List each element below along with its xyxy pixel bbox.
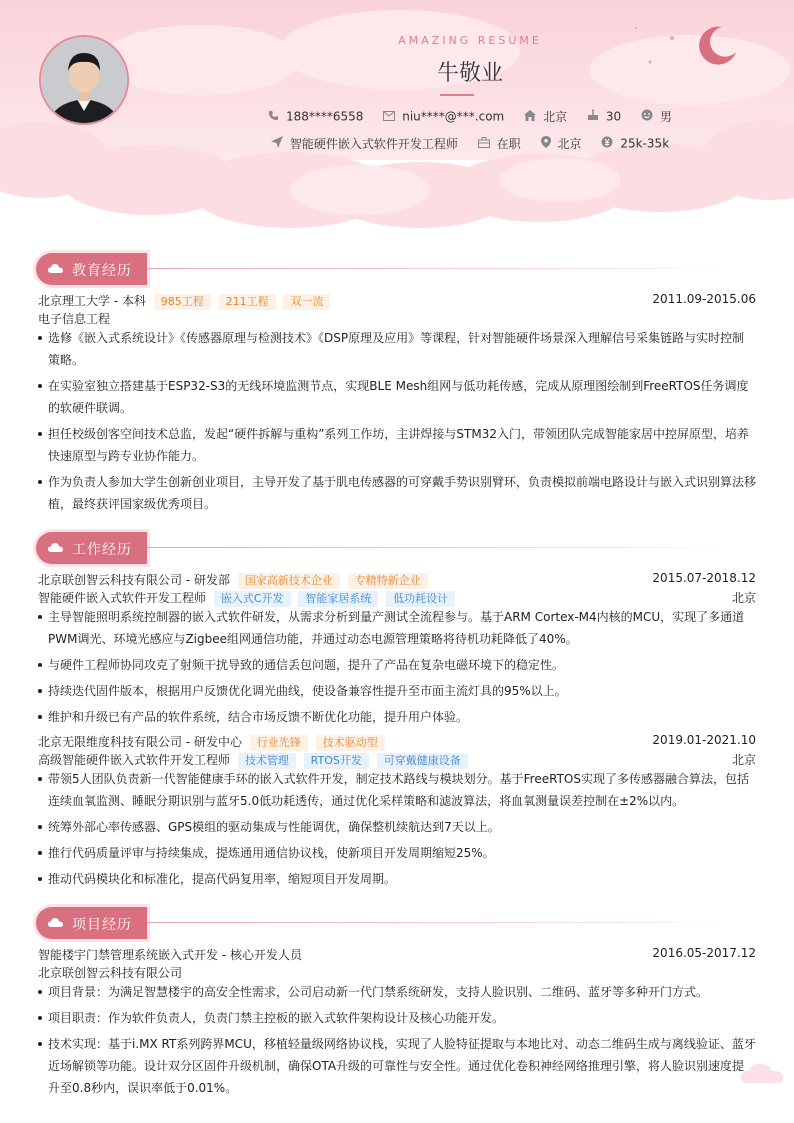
work-city: 北京 [731, 591, 756, 605]
list-item: 作为负责人参加大学生创新创业项目，主导开发了基于肌电传感器的可穿戴手势识别臂环，负责模拟前端电路设计与嵌入式识别算法移植，最终获评国家级优秀项目。 [38, 471, 756, 515]
target-city-text: 北京 [557, 137, 582, 151]
project-section-header [36, 907, 726, 939]
list-item: 项目职责：作为软件负责人，负责门禁主控板的嵌入式软件架构设计及核心功能开发。 [38, 1007, 756, 1029]
section-tab [36, 532, 147, 564]
email-item [383, 109, 504, 124]
gender-text: 男 [660, 110, 673, 124]
email-text: niu****@***.com [402, 109, 505, 124]
target-city-item [541, 135, 582, 152]
work-bullets [38, 606, 756, 732]
school-name: 北京理工大学 - 本科 [38, 294, 146, 308]
school-tag: 双一流 [283, 294, 330, 310]
list-item: 带领5人团队负责新一代智能健康手环的嵌入式软件开发，制定技术路线与模块划分。基于FreeRTOS实现了多传感器融合算法，包括连续血氧监测、睡眠分期识别与蓝牙5.0低功耗透传，通过优化采样策略和滤波算法，将血氧测量误差控制在±2%以内。 [38, 768, 756, 812]
list-item: 统筹外部心率传感器、GPS模组的驱动集成与性能调优，确保整机续航达到7天以上。 [38, 816, 756, 838]
send-icon [271, 136, 283, 151]
company-name: 北京联创智云科技有限公司 - 研发部 [38, 573, 230, 587]
company-tag: 专精特新企业 [348, 573, 428, 589]
contact-row [0, 108, 794, 125]
money-icon [601, 136, 613, 151]
job-title: 智能硬件嵌入式软件开发工程师 [38, 591, 207, 605]
phone-icon [268, 110, 279, 124]
list-item: 在实验室独立搭建基于ESP32-S3的无线环境监测节点，实现BLE Mesh组网与低功耗传感，完成从原理图绘制到FreeRTOS任务调度的软硬件联调。 [38, 375, 756, 419]
work-bullets [38, 768, 756, 894]
education-entry-header [38, 292, 756, 310]
company-name: 北京无限维度科技有限公司 - 研发中心 [38, 735, 242, 749]
skill-tag: 智能家居系统 [298, 591, 378, 607]
company-tag: 行业先锋 [250, 735, 308, 751]
project-bullets [38, 981, 756, 1103]
school-tag: 211工程 [219, 294, 276, 310]
list-item: 推行代码质量评审与持续集成，提炼通用通信协议栈，使新项目开发周期缩短25%。 [38, 842, 756, 864]
salary-text: 25k-35k [620, 136, 670, 151]
cake-icon [587, 109, 599, 124]
decorative-cloud [740, 1062, 784, 1084]
list-item: 技术实现：基于i.MX RT系列跨界MCU，移植轻量级网络协议栈，实现了人脸特征提取与本地比对、动态二维码生成与离线验证、蓝牙近场解锁等功能。设计双分区固件升级机制，确保OTA升级的可靠性与安全性。通过优化卷积神经网络推理引擎，将人脸识别速度提升至0.8秒内，误识率低于0.01%。 [38, 1033, 756, 1099]
age-text: 30 [605, 109, 622, 124]
list-item: 持续迭代固件版本，根据用户反馈优化调光曲线，使设备兼容性提升至市面主流灯具的95%以上。 [38, 680, 756, 702]
project-company: 北京联创智云科技有限公司 [38, 966, 183, 980]
education-period: 2011.09-2015.06 [652, 292, 756, 306]
section-tab [36, 907, 147, 939]
school-tag: 985工程 [154, 294, 211, 310]
list-item: 项目背景：为满足智慧楼宇的高安全性需求，公司启动新一代门禁系统研发，支持人脸识别、二维码、蓝牙等多种开门方式。 [38, 981, 756, 1003]
section-divider [147, 922, 727, 923]
home-icon [524, 110, 536, 124]
job-title: 高级智能硬件嵌入式软件开发工程师 [38, 753, 231, 767]
company-tag: 国家高新技术企业 [238, 573, 340, 589]
work-period: 2019.01-2021.10 [652, 733, 756, 747]
home-item [524, 108, 567, 125]
age-item [587, 109, 621, 124]
location-icon [541, 136, 551, 151]
gender-item [641, 108, 672, 125]
skill-tag: 可穿戴健康设备 [377, 753, 468, 769]
work-entry-header [38, 571, 756, 589]
resume-subtitle: AMAZING RESUME [398, 34, 542, 47]
job-intent-row [0, 135, 794, 152]
section-divider [147, 268, 727, 269]
skill-tag: RTOS开发 [304, 753, 369, 769]
project-entry-header [38, 946, 756, 964]
section-title: 项目经历 [72, 917, 132, 933]
skill-tag: 嵌入式C开发 [214, 591, 291, 607]
candidate-name: 牛敬业 [436, 61, 503, 86]
phone-item [268, 109, 363, 124]
work-period: 2015.07-2018.12 [652, 571, 756, 585]
salary-item [601, 136, 669, 151]
project-name: 智能楼宇门禁管理系统嵌入式开发 - 核心开发人员 [38, 948, 302, 962]
major-row [38, 310, 756, 328]
phone-text: 188****6558 [285, 109, 364, 124]
education-bullets [38, 327, 756, 519]
work-title-row [38, 589, 756, 607]
education-section-header [36, 253, 726, 285]
section-tab [36, 253, 147, 285]
section-title: 教育经历 [72, 263, 132, 279]
major-name: 电子信息工程 [38, 312, 111, 326]
work-city: 北京 [731, 753, 756, 767]
project-period: 2016.05-2017.12 [652, 946, 756, 960]
skill-tag: 低功耗设计 [386, 591, 455, 607]
list-item: 与硬件工程师协同攻克了射频干扰导致的通信丢包问题，提升了产品在复杂电磁环境下的稳定性。 [38, 654, 756, 676]
job-status-text: 在职 [496, 137, 521, 151]
section-title: 工作经历 [72, 542, 132, 558]
skill-tag: 技术管理 [238, 753, 296, 769]
list-item: 推动代码模块化和标准化，提高代码复用率，缩短项目开发周期。 [38, 868, 756, 890]
company-tag: 技术驱动型 [316, 735, 385, 751]
work-section-header [36, 532, 726, 564]
email-icon [383, 110, 395, 124]
job-status-item [478, 135, 521, 152]
project-company-row [38, 964, 756, 982]
list-item: 维护和升级已有产品的软件系统，结合市场反馈不断优化功能，提升用户体验。 [38, 706, 756, 728]
target-role-item [271, 135, 458, 152]
target-role-text: 智能硬件嵌入式软件开发工程师 [289, 137, 458, 151]
briefcase-icon [478, 137, 490, 151]
gender-icon [641, 109, 653, 124]
section-divider [147, 547, 727, 548]
name-underline [440, 94, 474, 96]
home-text: 北京 [543, 110, 568, 124]
list-item: 主导智能照明系统控制器的嵌入式软件研发，从需求分析到量产测试全流程参与。基于ARM Cortex-M4内核的MCU，实现了多通道PWM调光、环境光感应与Zigbee组网通信功能，并通过动态电源管理策略将待机功耗降低了40%。 [38, 606, 756, 650]
list-item: 担任校级创客空间技术总监，发起“硬件拆解与重构”系列工作坊，主讲焊接与STM32入门，带领团队完成智能家居中控屏原型，培养快速原型与跨专业协作能力。 [38, 423, 756, 467]
cloud-icon [48, 263, 63, 274]
list-item: 选修《嵌入式系统设计》《传感器原理与检测技术》《DSP原理及应用》等课程，针对智能硬件场景深入理解信号采集链路与实时控制策略。 [38, 327, 756, 371]
work-title-row [38, 751, 756, 769]
work-entry-header [38, 733, 756, 751]
cloud-icon [48, 542, 63, 553]
cloud-icon [48, 917, 63, 928]
